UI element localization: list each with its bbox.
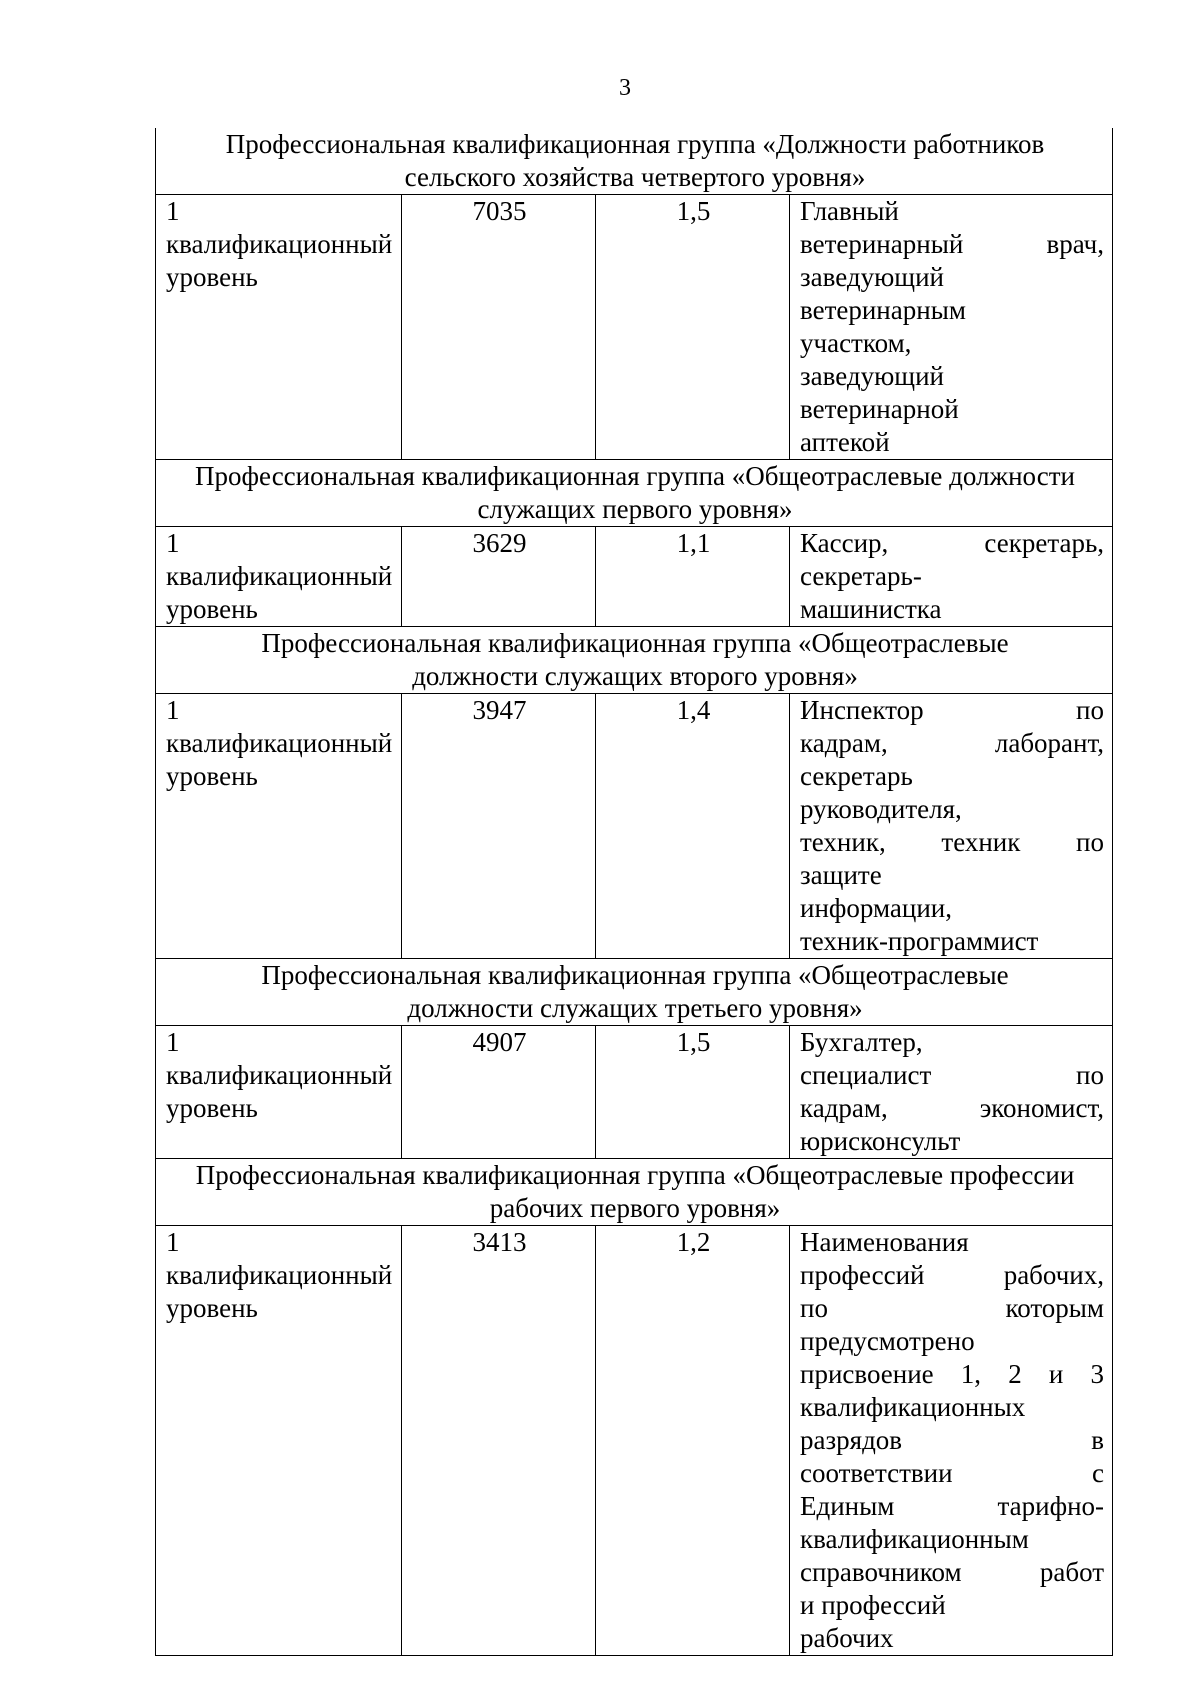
positions-cell <box>790 694 1113 959</box>
position-line: рабочих <box>800 1623 894 1653</box>
table-row <box>156 1226 1113 1656</box>
qualification-level-cell <box>156 527 402 627</box>
position-line: профессий рабочих, <box>800 1260 1105 1290</box>
position-line: Наименования <box>800 1227 969 1257</box>
qualification-level-line: уровень <box>166 594 258 624</box>
position-line: ветеринарной <box>800 394 959 424</box>
table-row <box>156 527 1113 627</box>
table-row <box>156 1026 1113 1159</box>
position-line: Кассир, секретарь, <box>800 528 1105 558</box>
position-line: Единым тарифно- <box>800 1491 1105 1521</box>
qualification-level-line: квалификационный <box>166 1060 393 1090</box>
position-line: руководителя, <box>800 794 962 824</box>
qualification-level-cell <box>156 1026 402 1159</box>
group-title-row <box>156 959 1113 1026</box>
table-row <box>156 694 1113 959</box>
qualification-level-line: 1 <box>166 695 180 725</box>
qualification-level-line: уровень <box>166 761 258 791</box>
positions-cell <box>790 527 1113 627</box>
coefficient-cell: 1,1 <box>596 527 790 627</box>
salary-cell: 7035 <box>402 195 596 460</box>
group-title <box>156 627 1113 694</box>
group-title-line: служащих первого уровня» <box>477 494 793 524</box>
group-title <box>156 128 1113 195</box>
group-title <box>156 959 1113 1026</box>
salary-cell: 3947 <box>402 694 596 959</box>
position-line: кадрам, экономист, <box>800 1093 1105 1123</box>
qualification-level-line: квалификационный <box>166 229 393 259</box>
qualification-level-line: 1 <box>166 1227 180 1257</box>
position-line: Бухгалтер, <box>800 1027 923 1057</box>
coefficient-cell: 1,5 <box>596 1026 790 1159</box>
group-title-line: Профессиональная квалификационная группа «Общеотраслевые должности <box>195 461 1075 491</box>
position-line: присвоение 1, 2 и 3 <box>800 1359 1105 1389</box>
position-line: справочником работ <box>800 1557 1105 1587</box>
group-title-line: Профессиональная квалификационная группа «Общеотраслевые <box>261 628 1009 658</box>
group-title-line: Профессиональная квалификационная группа «Общеотраслевые <box>261 960 1009 990</box>
group-title-row <box>156 1159 1113 1226</box>
positions-cell <box>790 1026 1113 1159</box>
group-title-line: должности служащих третьего уровня» <box>407 993 863 1023</box>
qualification-level-line: квалификационный <box>166 561 393 591</box>
position-line: по которым <box>800 1293 1105 1323</box>
coefficient-cell: 1,5 <box>596 195 790 460</box>
coefficient-cell: 1,2 <box>596 1226 790 1656</box>
position-line: техник-программист <box>800 926 1039 956</box>
group-title-row <box>156 460 1113 527</box>
coefficient-cell: 1,4 <box>596 694 790 959</box>
table-row <box>156 195 1113 460</box>
position-line: специалист по <box>800 1060 1105 1090</box>
position-line: аптекой <box>800 427 890 457</box>
qualification-level-line: уровень <box>166 262 258 292</box>
position-line: секретарь- <box>800 561 922 591</box>
group-title-line: Профессиональная квалификационная группа «Общеотраслевые профессии <box>195 1160 1075 1190</box>
position-line: заведующий <box>800 262 944 292</box>
position-line: техник, техник по <box>800 827 1105 857</box>
group-title-line: рабочих первого уровня» <box>489 1193 781 1223</box>
position-line: секретарь <box>800 761 913 791</box>
qualification-level-line: 1 <box>166 1027 180 1057</box>
group-title-row <box>156 128 1113 195</box>
qualification-level-cell <box>156 694 402 959</box>
position-line: квалификационных <box>800 1392 1026 1422</box>
salary-cell: 4907 <box>402 1026 596 1159</box>
qualification-level-cell <box>156 1226 402 1656</box>
group-title <box>156 1159 1113 1226</box>
salary-cell: 3413 <box>402 1226 596 1656</box>
position-line: ветеринарным <box>800 295 966 325</box>
qualification-table <box>155 128 1113 1656</box>
group-title <box>156 460 1113 527</box>
position-line: защите <box>800 860 882 890</box>
group-title-line: должности служащих второго уровня» <box>412 661 858 691</box>
qualification-level-line: уровень <box>166 1293 258 1323</box>
group-title-line: Профессиональная квалификационная группа «Должности работников <box>225 129 1045 159</box>
position-line: кадрам, лаборант, <box>800 728 1105 758</box>
position-line: разрядов в <box>800 1425 1105 1455</box>
qualification-level-line: уровень <box>166 1093 258 1123</box>
group-title-row <box>156 627 1113 694</box>
position-line: информации, <box>800 893 952 923</box>
group-title-line: сельского хозяйства четвертого уровня» <box>404 162 866 192</box>
qualification-level-line: 1 <box>166 528 180 558</box>
position-line: юрисконсульт <box>800 1126 961 1156</box>
position-line: соответствии с <box>800 1458 1105 1488</box>
qualification-level-line: квалификационный <box>166 1260 393 1290</box>
position-line: участком, <box>800 328 912 358</box>
position-line: предусмотрено <box>800 1326 975 1356</box>
position-line: заведующий <box>800 361 944 391</box>
qualification-level-line: квалификационный <box>166 728 393 758</box>
page-number: 3 <box>619 75 631 101</box>
positions-cell <box>790 195 1113 460</box>
qualification-level-cell <box>156 195 402 460</box>
qualification-level-line: 1 <box>166 196 180 226</box>
position-line: ветеринарный врач, <box>800 229 1105 259</box>
position-line: Инспектор по <box>800 695 1105 725</box>
position-line: машинистка <box>800 594 942 624</box>
salary-cell: 3629 <box>402 527 596 627</box>
position-line: и профессий <box>800 1590 946 1620</box>
position-line: Главный <box>800 196 899 226</box>
position-line: квалификационным <box>800 1524 1029 1554</box>
positions-cell <box>790 1226 1113 1656</box>
